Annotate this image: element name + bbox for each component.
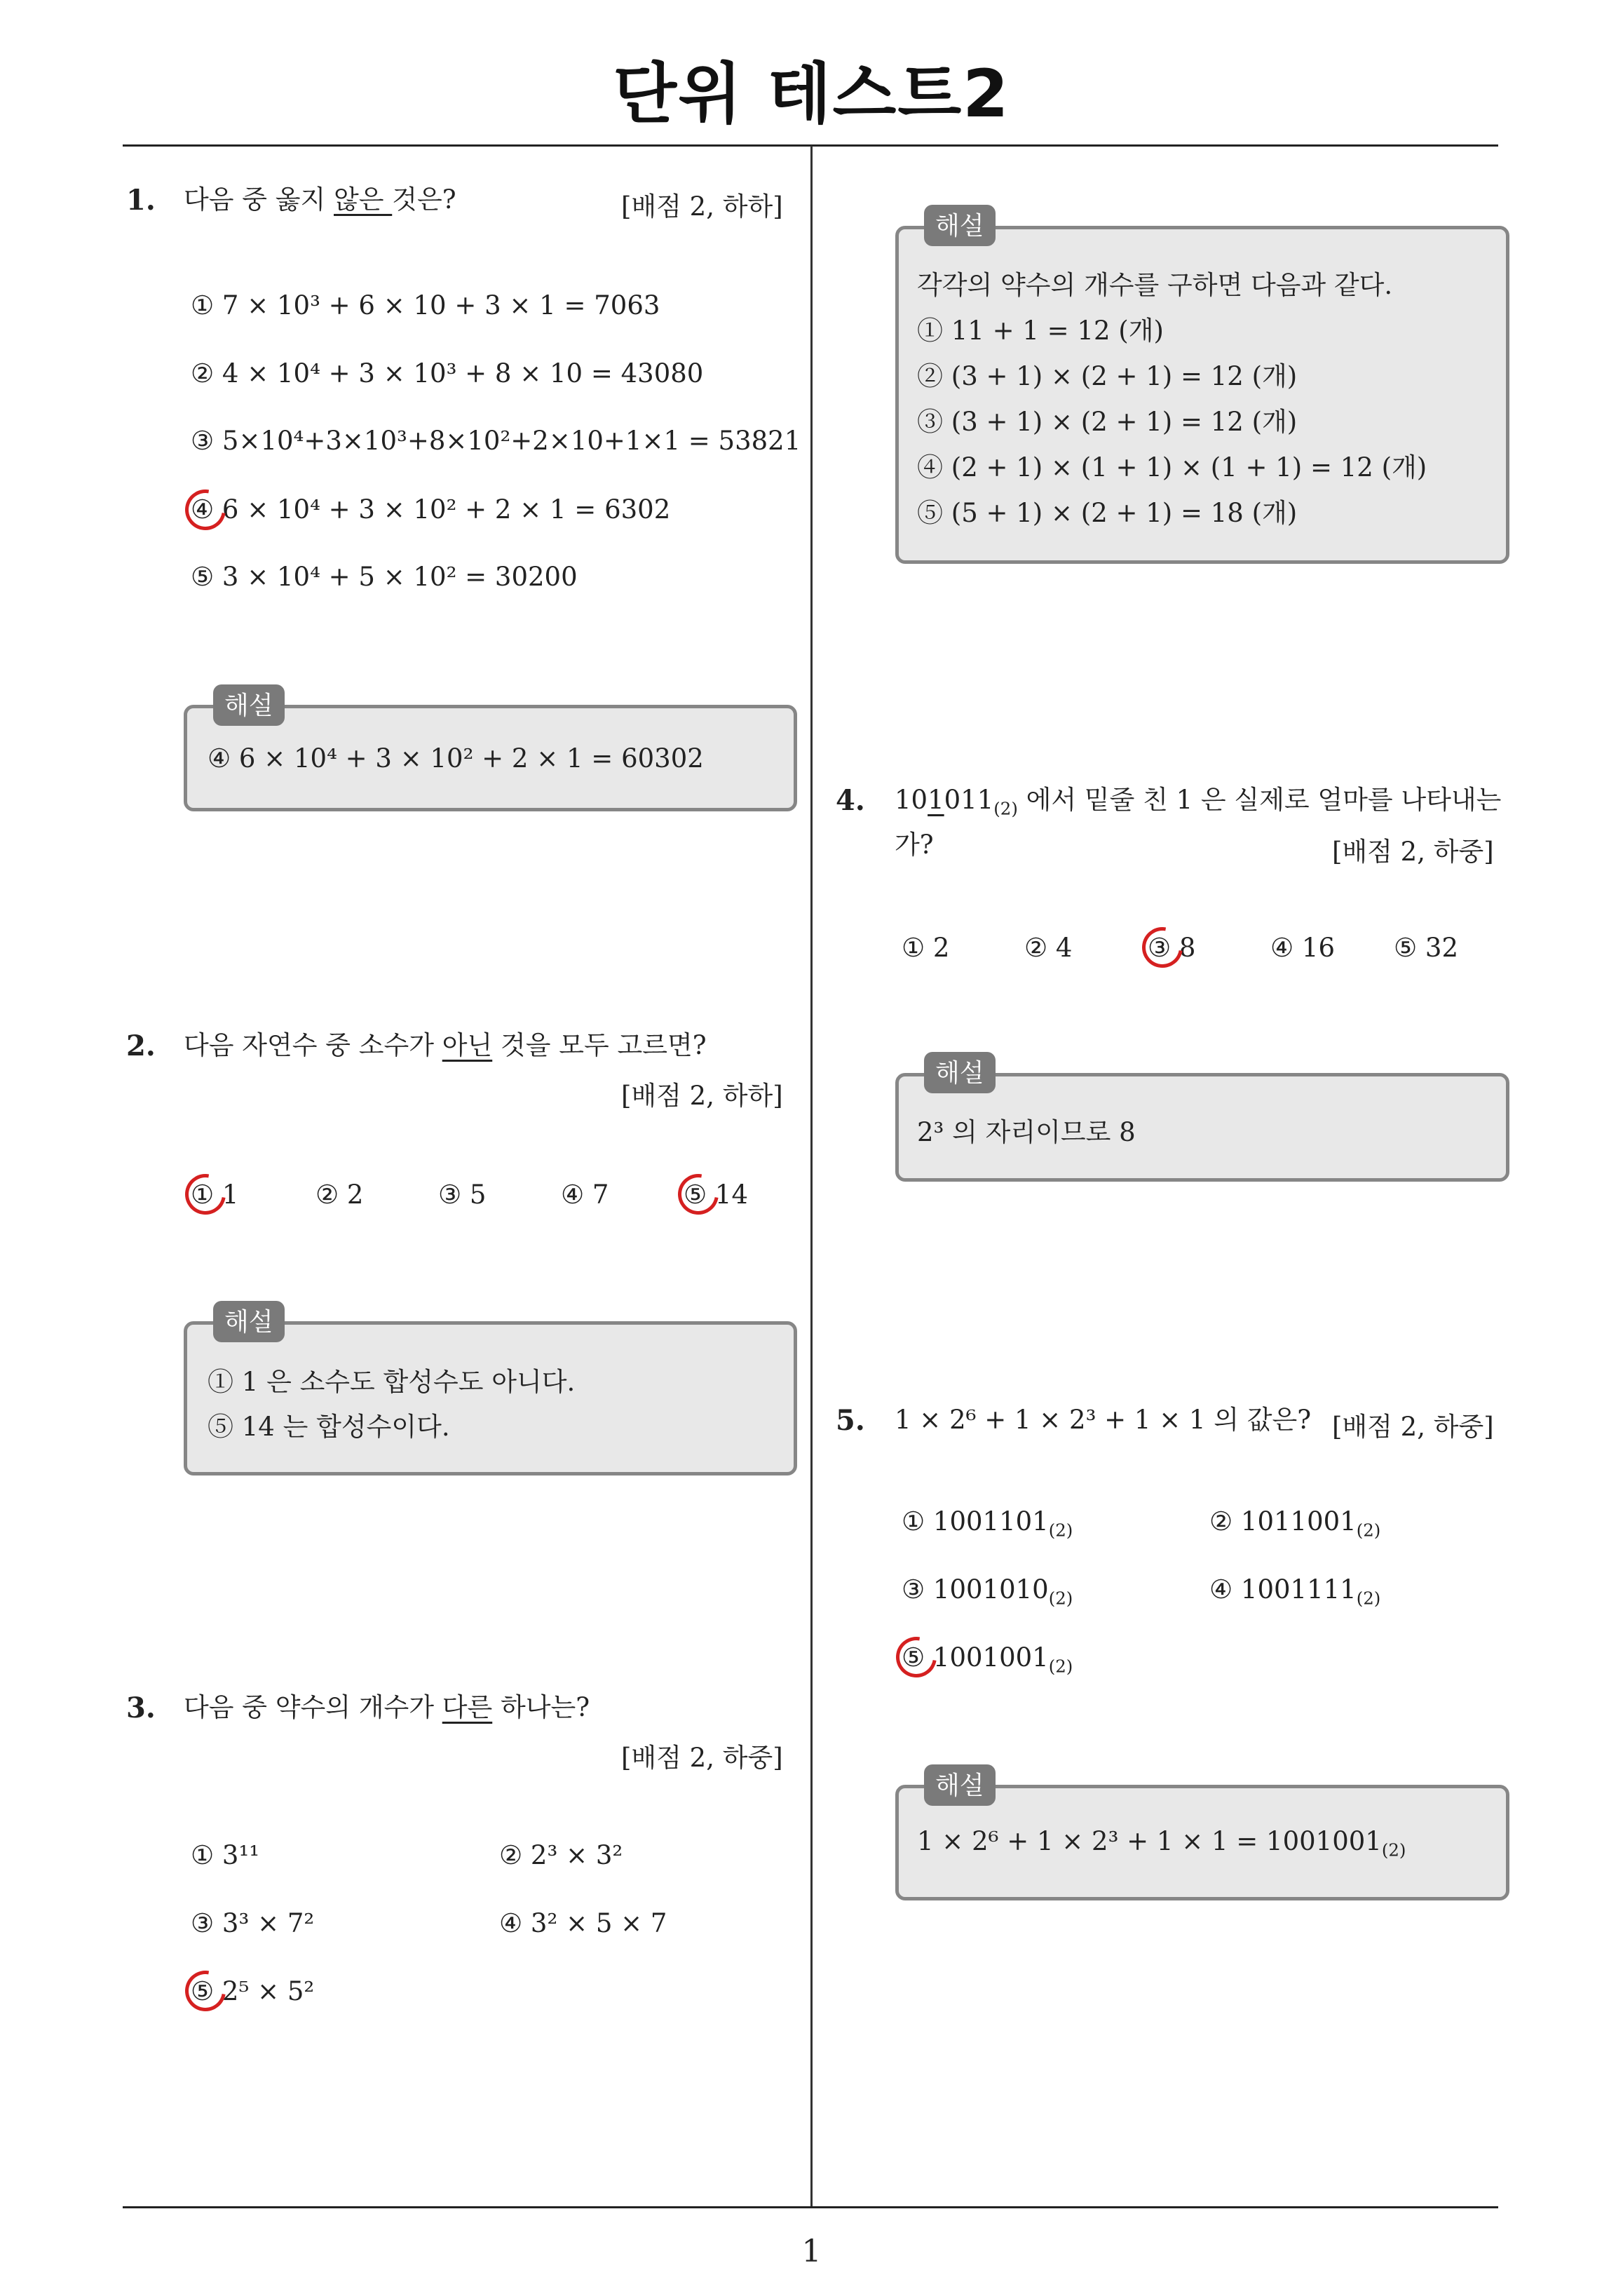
option-value: ④ 1001111: [1209, 1574, 1357, 1605]
option-base: (2): [1048, 1588, 1073, 1609]
question-1-option-4[interactable]: ④ 6 × 10⁴ + 3 × 10² + 2 × 1 = 6302: [191, 494, 671, 525]
question-2-option-4[interactable]: ④ 7: [561, 1180, 609, 1210]
question-3-number: 3.: [126, 1691, 156, 1724]
option-value: ② 1011001: [1209, 1506, 1357, 1537]
solution-label: 해설: [213, 1301, 285, 1342]
question-5-option-4[interactable]: [1209, 1574, 1380, 1608]
question-3-option-2[interactable]: ② 2³ × 3²: [499, 1840, 623, 1870]
question-1-text-part: 다음 중 옳지: [184, 184, 334, 215]
option-base: (2): [1048, 1520, 1073, 1541]
question-5-option-2[interactable]: [1209, 1506, 1380, 1540]
answer-mark-circle: [177, 1963, 234, 2020]
question-1-text-part: 것은?: [392, 184, 456, 215]
question-3-option-4[interactable]: ④ 3² × 5 × 7: [499, 1908, 667, 1938]
question-2-points: [배점 2, 하하]: [621, 1081, 783, 1111]
solution-3-line-5: ④ (2 + 1) × (1 + 1) × (1 + 1) = 12 (개): [917, 452, 1427, 482]
question-1-text: [184, 177, 456, 223]
answer-mark-circle: [1134, 919, 1191, 976]
answer-mark-circle: [670, 1166, 727, 1223]
question-4-text-part: 10: [895, 785, 928, 815]
question-1-option-3[interactable]: ③ 5×10⁴+3×10³+8×10²+2×10+1×1 = 53821: [191, 426, 801, 456]
option-base: (2): [1048, 1656, 1073, 1677]
question-4-option-4[interactable]: ④ 16: [1270, 933, 1336, 963]
solution-3-line-3: ② (3 + 1) × (2 + 1) = 12 (개): [917, 361, 1298, 391]
solution-label: 해설: [924, 1764, 996, 1806]
answer-mark-circle: [177, 1166, 234, 1223]
question-4-base: (2): [993, 798, 1018, 819]
question-5-option-3[interactable]: [902, 1574, 1073, 1608]
page-title: 단위 테스트2: [613, 56, 1010, 133]
question-4-option-2[interactable]: ② 4: [1024, 933, 1073, 963]
question-3-text-part: 하나는?: [492, 1692, 590, 1722]
question-5-points: [배점 2, 하중]: [1332, 1412, 1494, 1442]
solution-3-line-4: ③ (3 + 1) × (2 + 1) = 12 (개): [917, 407, 1298, 437]
question-5-text: 1 × 2⁶ + 1 × 2³ + 1 × 1 의 값은?: [895, 1405, 1312, 1435]
question-1-number: 1.: [126, 184, 156, 217]
question-3-text: [184, 1684, 590, 1731]
question-4-text-part: 에서 밑줄 친 1 은 실제로 얼마를 나타내는: [1017, 785, 1502, 815]
solution-2-line-2: ⑤ 14 는 합성수이다.: [208, 1412, 450, 1442]
question-4-text-part: 011: [944, 785, 994, 815]
question-3-option-1[interactable]: ① 3¹¹: [191, 1840, 260, 1870]
question-3-points: [배점 2, 하중]: [621, 1743, 783, 1773]
page-number: 1: [801, 2234, 822, 2269]
question-4-number: 4.: [836, 784, 865, 817]
question-2-text-part: 다음 자연수 중 소수가: [184, 1030, 442, 1060]
option-base: (2): [1356, 1520, 1381, 1541]
question-4-option-3[interactable]: ③ 8: [1148, 933, 1196, 963]
solution-3-line-2: ① 11 + 1 = 12 (개): [917, 316, 1164, 346]
question-3-text-part: 다음 중 약수의 개수가: [184, 1692, 442, 1722]
solution-label: 해설: [924, 1052, 996, 1093]
question-2-underlined: 아닌: [442, 1030, 493, 1060]
answer-mark-circle: [177, 482, 234, 539]
column-divider: [810, 146, 813, 2206]
solution-2-line-1: ① 1 은 소수도 합성수도 아니다.: [208, 1367, 576, 1397]
solution-5-line: [917, 1826, 1406, 1860]
question-1-underlined: 않은: [334, 184, 393, 215]
option-base: (2): [1356, 1588, 1381, 1609]
question-3-option-5[interactable]: ⑤ 2⁵ × 5²: [191, 1976, 315, 2006]
question-2-option-1[interactable]: ① 1: [191, 1180, 239, 1210]
question-4-points: [배점 2, 하중]: [1332, 837, 1494, 867]
question-2-option-5[interactable]: ⑤ 14: [684, 1180, 749, 1210]
question-4-option-1[interactable]: ① 2: [902, 933, 950, 963]
question-1-option-5[interactable]: ⑤ 3 × 10⁴ + 5 × 10² = 30200: [191, 562, 578, 592]
question-5-option-1[interactable]: [902, 1506, 1073, 1540]
option-value: ① 1001101: [902, 1506, 1049, 1537]
question-5-number: 5.: [836, 1404, 865, 1437]
question-1-points: [배점 2, 하하]: [621, 191, 783, 222]
answer-mark-circle: [888, 1629, 945, 1686]
solution-5-value: 1 × 2⁶ + 1 × 2³ + 1 × 1 = 1001001: [917, 1826, 1382, 1856]
question-2-text: [184, 1022, 707, 1069]
question-1-option-1[interactable]: ① 7 × 10³ + 6 × 10 + 3 × 1 = 7063: [191, 290, 660, 320]
question-2-number: 2.: [126, 1029, 156, 1062]
question-4-option-5[interactable]: ⑤ 32: [1394, 933, 1459, 963]
question-4-text-line2: 가?: [895, 830, 934, 860]
solution-3-line-1: 각각의 약수의 개수를 구하면 다음과 같다.: [917, 270, 1393, 300]
solution-5-base: (2): [1381, 1839, 1406, 1861]
question-2-text-part: 것을 모두 고르면?: [492, 1030, 707, 1060]
question-4-text: [895, 777, 1501, 832]
solution-3-line-6: ⑤ (5 + 1) × (2 + 1) = 18 (개): [917, 498, 1298, 528]
question-1-option-2[interactable]: ② 4 × 10⁴ + 3 × 10³ + 8 × 10 = 43080: [191, 358, 704, 389]
option-value: ③ 1001010: [902, 1574, 1049, 1605]
question-3-option-3[interactable]: ③ 3³ × 7²: [191, 1908, 315, 1938]
question-4-underlined: 1: [928, 785, 944, 815]
question-2-option-3[interactable]: ③ 5: [438, 1180, 487, 1210]
solution-label: 해설: [924, 205, 996, 246]
solution-label: 해설: [213, 684, 285, 726]
option-value: ⑤ 1001001: [902, 1642, 1049, 1673]
question-3-underlined: 다른: [442, 1692, 493, 1722]
solution-1-line: ④ 6 × 10⁴ + 3 × 10² + 2 × 1 = 60302: [208, 743, 704, 774]
bottom-rule: [123, 2206, 1498, 2208]
solution-4-line: 2³ 의 자리이므로 8: [917, 1117, 1136, 1147]
solution-box-2: [184, 1321, 797, 1475]
question-2-option-2[interactable]: ② 2: [315, 1180, 364, 1210]
